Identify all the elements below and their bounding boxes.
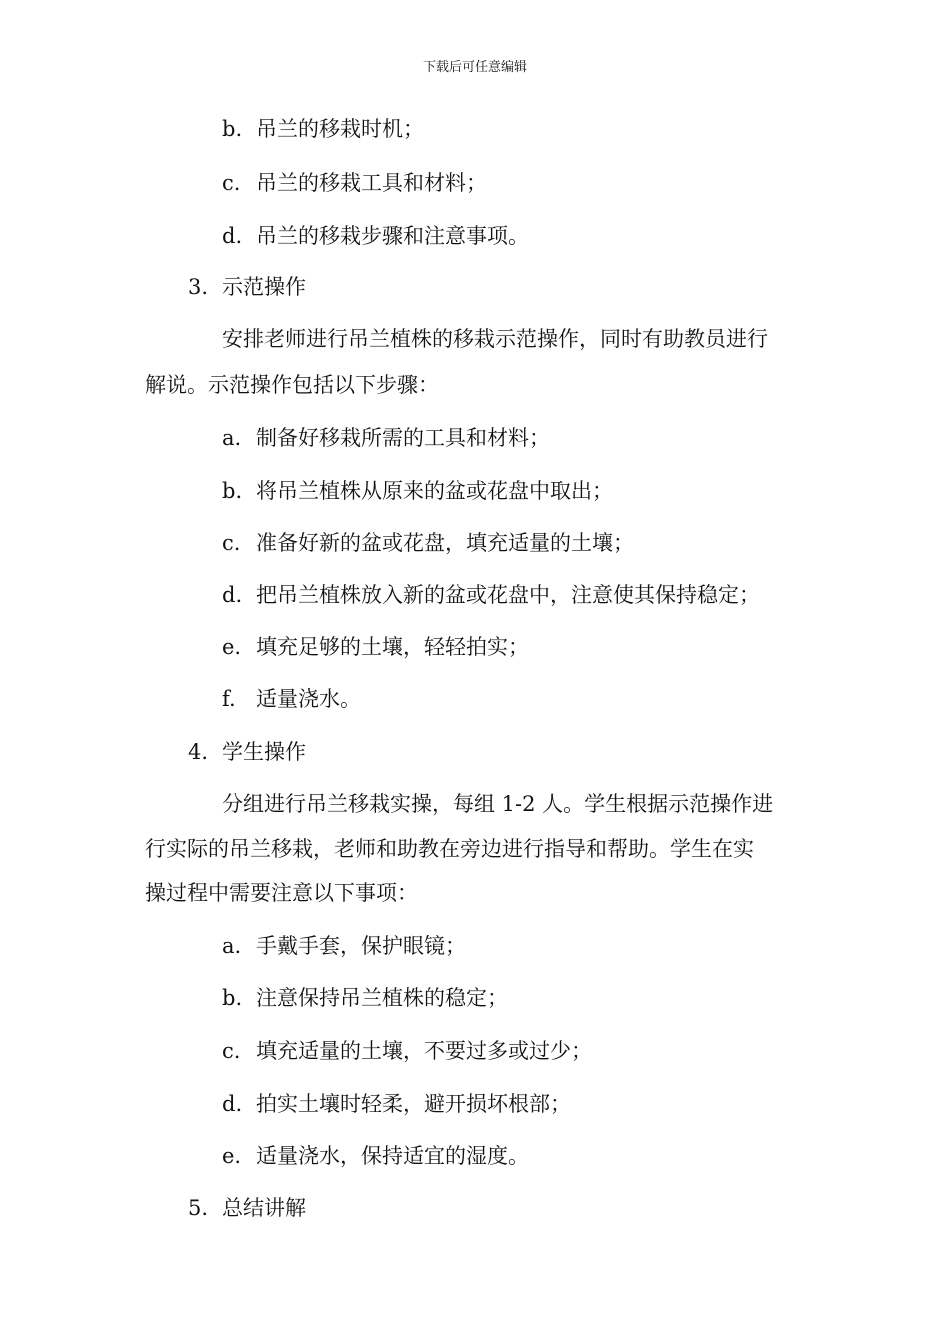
list-item-label: c. (222, 1039, 241, 1063)
list-item-label: b. (222, 479, 243, 503)
paragraph-line: 行实际的吊兰移栽，老师和助教在旁边进行指导和帮助。学生在实 (145, 837, 754, 861)
list-item-label: e. (222, 1144, 242, 1168)
list-item-label: c. (222, 531, 241, 555)
list-item-text: 填充适量的土壤，不要过多或过少； (256, 1039, 592, 1063)
list-item-label: f. (222, 687, 236, 711)
section-heading-3 (188, 274, 306, 300)
section-number: 5. (188, 1196, 209, 1220)
list-item-label: d. (222, 583, 243, 607)
list-item-text: 注意保持吊兰植株的稳定； (256, 986, 508, 1010)
list-item-text: 手戴手套，保护眼镜； (256, 934, 466, 958)
list-item-text: 把吊兰植株放入新的盆或花盘中，注意使其保持稳定； (256, 583, 760, 607)
list-item-text: 拍实土壤时轻柔，避开损坏根部； (256, 1092, 571, 1116)
section-title: 总结讲解 (222, 1196, 306, 1220)
list-item-text: 填充足够的土壤，轻轻拍实； (256, 635, 529, 659)
list-item-text: 制备好移栽所需的工具和材料； (256, 426, 550, 450)
list-item-label: d. (222, 1092, 243, 1116)
list-item-label: a. (222, 426, 242, 450)
list-item (222, 933, 466, 959)
list-item-label: a. (222, 934, 242, 958)
list-item-label: e. (222, 635, 242, 659)
section-title: 示范操作 (222, 275, 306, 299)
list-item-label: c. (222, 171, 241, 195)
list-item (222, 985, 508, 1011)
list-item (222, 634, 529, 660)
list-item (222, 170, 487, 196)
list-item-text: 适量浇水。 (256, 687, 361, 711)
list-item (222, 425, 550, 451)
list-item-label: b. (222, 117, 243, 141)
list-item (222, 223, 529, 249)
section-number: 4. (188, 740, 209, 764)
list-item (222, 116, 424, 142)
list-item-text: 适量浇水，保持适宜的湿度。 (256, 1144, 529, 1168)
list-item (222, 530, 634, 556)
section-title: 学生操作 (222, 740, 306, 764)
section-heading-4 (188, 739, 306, 765)
paragraph-line: 安排老师进行吊兰植株的移栽示范操作，同时有助教员进行 (222, 327, 768, 351)
list-item (222, 1143, 529, 1169)
list-item-text: 吊兰的移栽时机； (256, 117, 424, 141)
list-item-text: 吊兰的移栽工具和材料； (256, 171, 487, 195)
list-item (222, 1038, 592, 1064)
list-item (222, 686, 361, 712)
section-heading-5 (188, 1195, 306, 1221)
page-header: 下载后可任意编辑 (422, 60, 527, 75)
paragraph-line: 分组进行吊兰移栽实操，每组 1-2 人。学生根据示范操作进 (222, 792, 774, 816)
list-item (222, 478, 613, 504)
paragraph-line: 解说。示范操作包括以下步骤： (145, 373, 439, 397)
list-item-text: 吊兰的移栽步骤和注意事项。 (256, 224, 529, 248)
paragraph-line: 操过程中需要注意以下事项： (145, 881, 418, 905)
list-item-label: d. (222, 224, 243, 248)
list-item-text: 将吊兰植株从原来的盆或花盘中取出； (256, 479, 613, 503)
list-item (222, 1091, 571, 1117)
section-number: 3. (188, 275, 209, 299)
list-item (222, 582, 760, 608)
list-item-text: 准备好新的盆或花盘，填充适量的土壤； (256, 531, 634, 555)
list-item-label: b. (222, 986, 243, 1010)
